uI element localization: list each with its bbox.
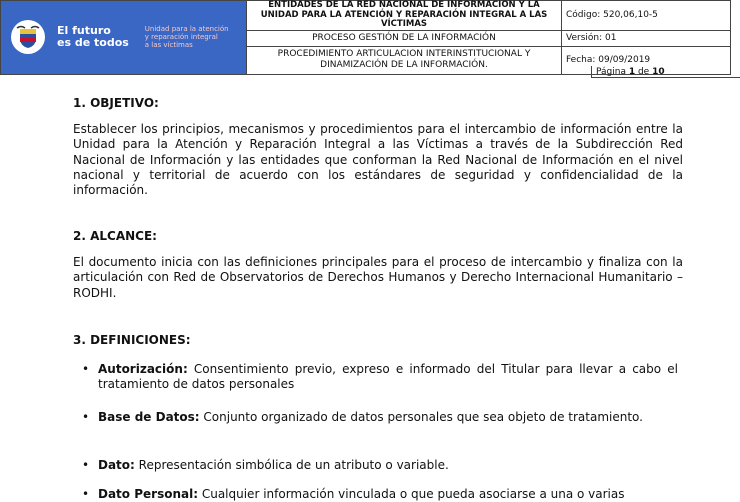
page-label: Página — [596, 67, 629, 77]
page-number — [591, 66, 740, 78]
definition-text: Consentimiento previo, expreso e informado del Titular para llevar a cabo el tratamiento de datos personales — [98, 362, 678, 392]
alcance-text: El documento inicia con las definiciones principales para el proceso de intercambio y finaliza con la articulación con Red de Observatorios de Derechos Humanos y Derecho Internacional Humanitario – RODHI. — [73, 255, 683, 300]
list-item: • Dato Personal: Cualquier información vinculada o que pueda asociarse a una o varias — [82, 487, 625, 501]
page-current: 1 — [628, 67, 636, 77]
section-heading-objetivo: 1. OBJETIVO: — [73, 96, 159, 110]
unidad-line: y reparación integral — [144, 33, 218, 42]
section-heading-alcance: 2. ALCANCE: — [73, 229, 157, 243]
unidad-logo-text — [145, 25, 229, 49]
section-heading-definiciones: 3. DEFINICIONES: — [73, 333, 191, 347]
unidad-line: a las víctimas — [144, 41, 193, 50]
document-title: ENTIDADES DE LA RED NACIONAL DE INFORMACIÓN Y LA UNIDAD PARA LA ATENCIÓN Y REPARACIÓN INTEGRAL A LAS VÍCTIMAS — [247, 1, 562, 31]
codigo: Código: 520,06,10-5 — [562, 1, 731, 31]
unidad-line: Unidad para la atención — [144, 25, 229, 34]
slogan-line: es de todos — [57, 36, 129, 50]
objetivo-text: Establecer los principios, mecanismos y procedimientos para el intercambio de información entre la Unidad para la Atención y Reparación Integral a las Víctimas a través de la Subdirección Red Nacional de Información y las entidades que conforman la Red Nacional de Información en el nivel nacional y territorial de acuerdo con los estándares de seguridad y confidencialidad de la información. — [73, 122, 683, 198]
procedimiento: PROCEDIMIENTO ARTICULACION INTERINSTITUCIONAL Y DINAMIZACIÓN DE LA INFORMACIÓN. — [247, 46, 562, 74]
definition-term: Autorización: — [98, 362, 188, 376]
definition-text: Cualquier información vinculada o que pueda asociarse a una o varias — [198, 487, 625, 501]
document-header — [0, 0, 731, 75]
logo-block — [1, 1, 247, 75]
proceso: PROCESO GESTIÓN DE LA INFORMACIÓN — [247, 30, 562, 46]
list-item: • Autorización: Consentimiento previo, expreso e informado del Titular para llevar a cabo el tratamiento de datos personales — [82, 362, 678, 392]
version: Versión: 01 — [562, 30, 731, 46]
definition-text: Conjunto organizado de datos personales que sea objeto de tratamiento. — [199, 410, 643, 424]
definition-term: Dato Personal: — [98, 487, 199, 501]
fecha: Fecha: 09/09/2019 — [562, 46, 731, 74]
colombia-coat-of-arms-icon — [11, 20, 45, 54]
list-item: • Base de Datos: Conjunto organizado de datos personales que sea objeto de tratamiento. — [82, 410, 643, 424]
definition-term: Base de Datos: — [98, 410, 200, 424]
list-item: • Dato: Representación simbólica de un atributo o variable. — [82, 458, 449, 472]
page-sep: de — [635, 67, 653, 77]
definition-term: Dato: — [98, 458, 135, 472]
slogan — [57, 25, 129, 49]
page-total: 10 — [652, 67, 665, 77]
slogan-line: El futuro — [57, 24, 111, 38]
definition-text: Representación simbólica de un atributo o variable. — [134, 458, 449, 472]
